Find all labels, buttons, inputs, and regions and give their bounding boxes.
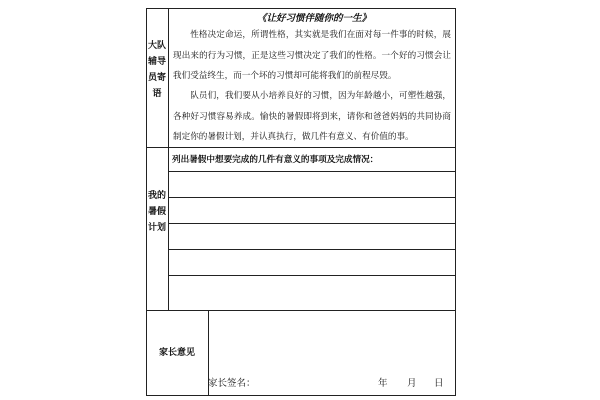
plan-writing-line[interactable] [168,275,456,276]
message-title: 《让好习惯伴随你的一生》 [256,13,371,24]
message-paragraph-2: 队员们，我们要从小培养良好的习惯，因为年龄越小，可塑性越强，各种好习惯容易养成。愉快的暑假即将到来，请你和爸爸妈妈的共同协商制定你的暑假计划，并认真执行，做几件有意义、有价值的事。 [173,91,451,142]
date-month-label: 月 [407,378,417,389]
summer-plan-label: 我的 暑假 计划 [147,191,166,233]
parent-opinion-label: 家长意见 [158,348,195,358]
table-border-top [146,8,456,9]
plan-writing-line[interactable] [168,223,456,224]
message-paragraph-1: 性格决定命运，所谓性格，其实就是我们在面对每一件事的时候，展现出来的行为习惯，正是这些习惯决定了我们的性格。一个好的习惯会让我们受益终生，而一个坏的习惯却可能将我们的前程尽毁。 [173,30,451,81]
date-year-label: 年 [378,378,388,389]
table-border-right [455,8,456,396]
plan-prompt: 列出暑假中想要完成的几件有意义的事项及完成情况： [172,155,379,165]
plan-writing-line[interactable] [168,171,456,172]
table-border-bottom [146,395,456,396]
parent-signature-label: 家长签名： [208,378,256,389]
date-day-label: 日 [434,378,444,389]
plan-writing-line[interactable] [168,249,456,250]
label-column-divider [168,8,169,310]
plan-writing-line[interactable] [168,197,456,198]
counselor-message-label: 大队 辅导 员寄 语 [147,41,166,99]
section-divider-2 [146,310,456,311]
summer-plan-form [146,8,456,396]
